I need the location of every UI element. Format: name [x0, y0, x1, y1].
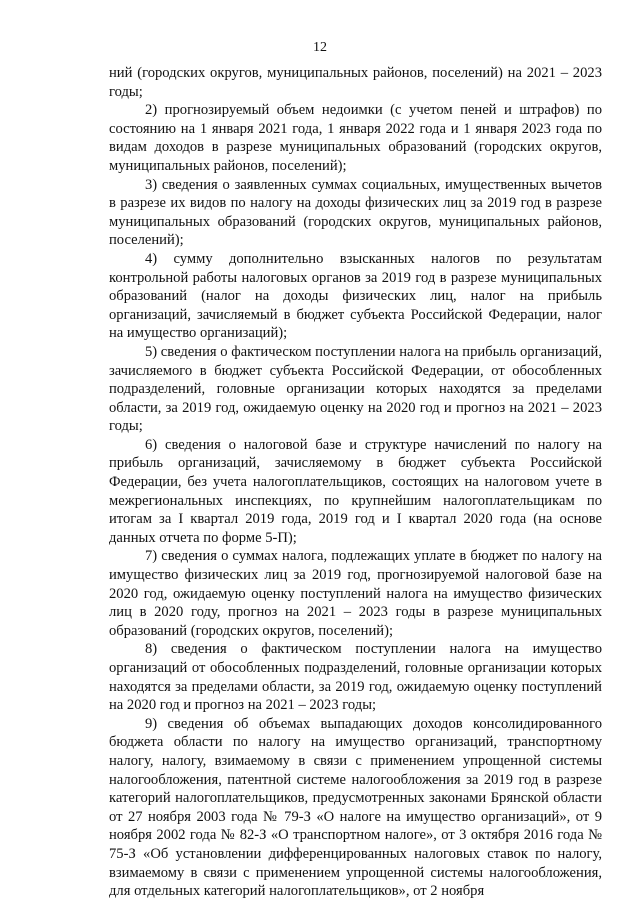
paragraph-item-9: 9) сведения об объемах выпадающих доходов консолидированного бюджета области по налогу на имущество организаций, транспортному налогу, налогу, взимаемому в связи с применением упрощенной системы налогообложения, патентной системе налогообложения за 2019 год в разрезе категорий налогоплательщиков, предусмотренных законами Брянской области от 27 ноября 2003 года № 79-З «О налоге на имущество организаций», от 9 ноября 2002 года № 82-З «О транспортном налоге», от 3 октября 2016 года № 75-З «Об установлении дифференцированных налоговых ставок по налогу, взимаемому в связи с применением упрощенной системы налогообложения, для отдельных категорий налогоплательщиков», от 2 ноября — [109, 715, 602, 900]
paragraph-item-4: 4) сумму дополнительно взысканных налогов по результатам контрольной работы налоговых органов за 2019 год в разрезе муниципальных образований (налог на доходы физических лиц, налог на прибыль организаций, зачисляемый в бюджет субъекта Российской Федерации, налог на имущество организаций); — [109, 250, 602, 342]
paragraph-item-8: 8) сведения о фактическом поступлении налога на имущество организаций от обособленных подразделений, головные организации которых находятся за пределами области, за 2019 год, ожидаемую оценку поступлений на 2020 год и прогноз на 2021 – 2023 годы; — [109, 641, 602, 714]
paragraph-item-2: 2) прогнозируемый объем недоимки (с учетом пеней и штрафов) по состоянию на 1 января 2021 года, 1 января 2022 года и 1 января 2023 года по видам доходов в разрезе муниципальных образований (городских округов, муниципальных районов, поселений); — [109, 102, 602, 174]
paragraph-continuation: ний (городских округов, муниципальных районов, поселений) на 2021 – 2023 годы; — [109, 65, 602, 100]
paragraph-item-6: 6) сведения о налоговой базе и структуре начислений по налогу на прибыль организаций, зачисляемому в бюджет субъекта Российской Федерации, без учета налогоплательщиков, состоящих на налоговом учете в межрегиональных инспекциях, по крупнейшим налогоплательщикам по итогам за I квартал 2019 года, 2019 год и I квартал 2020 года (на основе данных отчета по форме 5-П); — [109, 436, 602, 546]
paragraph-item-3: 3) сведения о заявленных суммах социальных, имущественных вычетов в разрезе их видов по налогу на доходы физических лиц за 2019 год в разрезе муниципальных образований (городских округов, муниципальных районов, поселений); — [109, 176, 602, 249]
document-body — [109, 64, 602, 901]
page-number: 12 — [313, 40, 327, 55]
paragraph-item-5: 5) сведения о фактическом поступлении налога на прибыль организаций, зачисляемого в бюджет субъекта Российской Федерации, от обособленных подразделений, головные организации которых находятся за пределами области, за 2019 год, ожидаемую оценку на 2020 год и прогноз на 2021 – 2023 годы; — [109, 343, 602, 435]
paragraph-item-7: 7) сведения о суммах налога, подлежащих уплате в бюджет по налогу на имущество физических лиц за 2019 год, прогнозируемой налоговой базе на 2020 год, ожидаемую оценку поступлений налога на имущество физических лиц в 2020 году, прогноз на 2021 – 2023 годы в разрезе муниципальных образований (городских округов, поселений); — [109, 548, 602, 639]
